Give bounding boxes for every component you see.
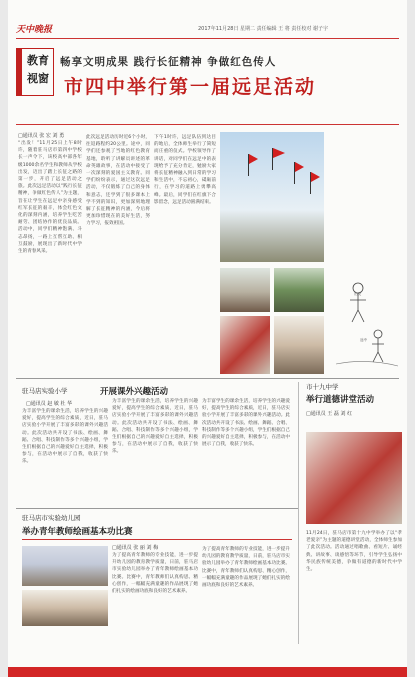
story-b-byline: □通讯员 张 丽 刘 梅 bbox=[112, 545, 159, 551]
sketch-illustration bbox=[328, 274, 404, 370]
story-b-kicker: 驻马店市实验幼儿园 bbox=[22, 514, 81, 522]
masthead-logo: 天中晚报 bbox=[16, 25, 53, 35]
issue-line: 2017年11月28日 星期二 责任编辑 王 将 责任校对 谢子宇 bbox=[198, 26, 328, 32]
story-a-body-1: 为丰富学生的课余生活，培养学生的兴趣爱好，提高学生的综合素质，近日，驻马店实验小学开展了丰富多彩的课外兴趣活动。此次活动共开设了书法、绘画、舞蹈、合唱、科技制作等多个兴趣小组，学生们根据自己的兴趣爱好自主选择，积极参与，在活动中展示了自我，收获了快乐。 bbox=[22, 409, 108, 465]
column-divider bbox=[298, 382, 299, 644]
story-c-byline: □通讯员 王 磊 刘 红 bbox=[306, 411, 353, 417]
main-column-3: 下午1时许，远足队伍到达目的地后，全体师生举行了简短而庄重的仪式。学校领导作了讲话，对同学们在远足中的表现给予了充分肯定，勉励大家将长征精神融入到日常的学习和生活中，不忘初心，砥砺前行，在学习的道路上勇攀高峰。最后，同学们在红旗下合影留念，远足活动圆满结束。 bbox=[154, 135, 216, 205]
main-headline: 市四中举行第一届远足活动 bbox=[64, 76, 317, 98]
story-divider bbox=[16, 508, 298, 509]
photo-moral-lecture bbox=[306, 432, 402, 524]
section-label bbox=[16, 48, 54, 96]
photo-teachers-painting bbox=[22, 546, 108, 586]
story-a-body-3: 为丰富学生的课余生活，培养学生的兴趣爱好，提高学生的综合素质，近日，驻马店实验小学开展了丰富多彩的课外兴趣活动。此次活动共开设了书法、绘画、舞蹈、合唱、科技制作等多个兴趣小组，学生们根据自己的兴趣爱好自主选择，积极参与，在活动中展示了自我，收获了快乐。 bbox=[202, 399, 290, 448]
masthead-rule bbox=[16, 38, 399, 39]
story-a-kicker: 驻马店实验小学 bbox=[22, 387, 68, 395]
photo-group bbox=[274, 316, 324, 374]
story-b-body-2: 为了提高青年教师的专业技能，进一步提升幼儿园的教育教学质量，日前，驻马店市实验幼儿园举办了青年教师绘画基本功比赛。比赛中，青年教师们认真构思、精心创作，一幅幅充满童趣的作品展现了她们扎实的绘画功底和良好的艺术素养。 bbox=[202, 547, 290, 589]
main-column-1: “出发！”11月25日上午8时许，随着驻马店市第四中学校长一声令下，该校高中部各年级1000余名学生和教师从学校出发，迈出了踏上长征之路的第一步，开启了远足活动之旅。此次远足活动以“践行长征精神，争做红色传人”为主题，旨在让学生在远足中亲身感受红军长征的艰辛，体会红色文化的深刻内涵，培养学生吃苦耐劳、团结协作的优良品质。活动中，同学们精神饱满、斗志昂扬，一路上互帮互助、相互鼓励，展现出了新时代中学生的青春风采。 bbox=[18, 141, 82, 255]
photo-students-walking bbox=[220, 268, 270, 312]
story-b-underline bbox=[22, 539, 292, 540]
sketch-label-1: 出发 bbox=[354, 292, 362, 296]
story-a-byline: □通讯员 赵 敏 杜 华 bbox=[26, 401, 73, 407]
story-b-title: 举办青年教师绘画基本功比赛 bbox=[22, 527, 133, 537]
story-b-body-1: 为了提高青年教师的专业技能，进一步提升幼儿园的教育教学质量，日前，驻马店市实验幼儿园举办了青年教师绘画基本功比赛。比赛中，青年教师们认真构思、精心创作，一幅幅充满童趣的作品展现了她们扎实的绘画功底和良好的艺术素养。 bbox=[112, 553, 198, 595]
section-label-line1: 教育 bbox=[27, 54, 49, 67]
story-a-body-2: 为丰富学生的课余生活，培养学生的兴趣爱好，提高学生的综合素质，近日，驻马店实验小学开展了丰富多彩的课外兴趣活动。此次活动共开设了书法、绘画、舞蹈、合唱、科技制作等多个兴趣小组，学生们根据自己的兴趣爱好自主选择，积极参与，在活动中展示了自我，收获了快乐。 bbox=[112, 399, 198, 455]
photo-flag-ceremony bbox=[220, 316, 270, 374]
newspaper-page bbox=[8, 0, 407, 677]
headline-divider bbox=[16, 124, 399, 125]
section-divider bbox=[16, 378, 399, 379]
story-c-kicker: 市十九中学 bbox=[306, 383, 339, 391]
photo-artwork bbox=[22, 590, 108, 626]
main-column-2: 此次远足活动历时近6个小时，往返路程约20公里。途中，同学们还参观了当地的红色教育基地，聆听了讲解员讲述的革命英雄故事，在活动中接受了一次深刻的爱国主义教育。同学们纷纷表示，通过这次远足活动，不仅锻炼了自己的身体和意志，还学到了很多课本上学不到的知识，更加深刻地理解了长征精神的内涵，今后将更加珍惜现在的美好生活，努力学习，报效祖国。 bbox=[86, 135, 150, 227]
photo-flag-march bbox=[220, 132, 324, 262]
story-c-title: 举行道德讲堂活动 bbox=[306, 395, 375, 405]
photo-rest-stop bbox=[274, 268, 324, 312]
story-a-title: 开展课外兴趣活动 bbox=[100, 387, 169, 397]
sketch-label-2: 途中 bbox=[360, 338, 368, 342]
section-label-line2: 视窗 bbox=[27, 72, 49, 85]
page-footer-bar bbox=[8, 667, 407, 677]
main-kicker: 畅享文明成果 践行长征精神 争做红色传人 bbox=[60, 56, 277, 68]
main-byline: □通讯员 张 宏 刘 勇 bbox=[18, 133, 65, 139]
story-c-body: 11月24日，驻马店市第十九中学举办了以“孝老爱亲”为主题的道德讲堂活动，全体师生参加了此次活动。活动通过唱歌曲、看短片、诵经典、讲故事、谈感悟等环节，引导学生弘扬中华民族传统美德，争做有道德的新时代中学生。 bbox=[306, 531, 402, 573]
